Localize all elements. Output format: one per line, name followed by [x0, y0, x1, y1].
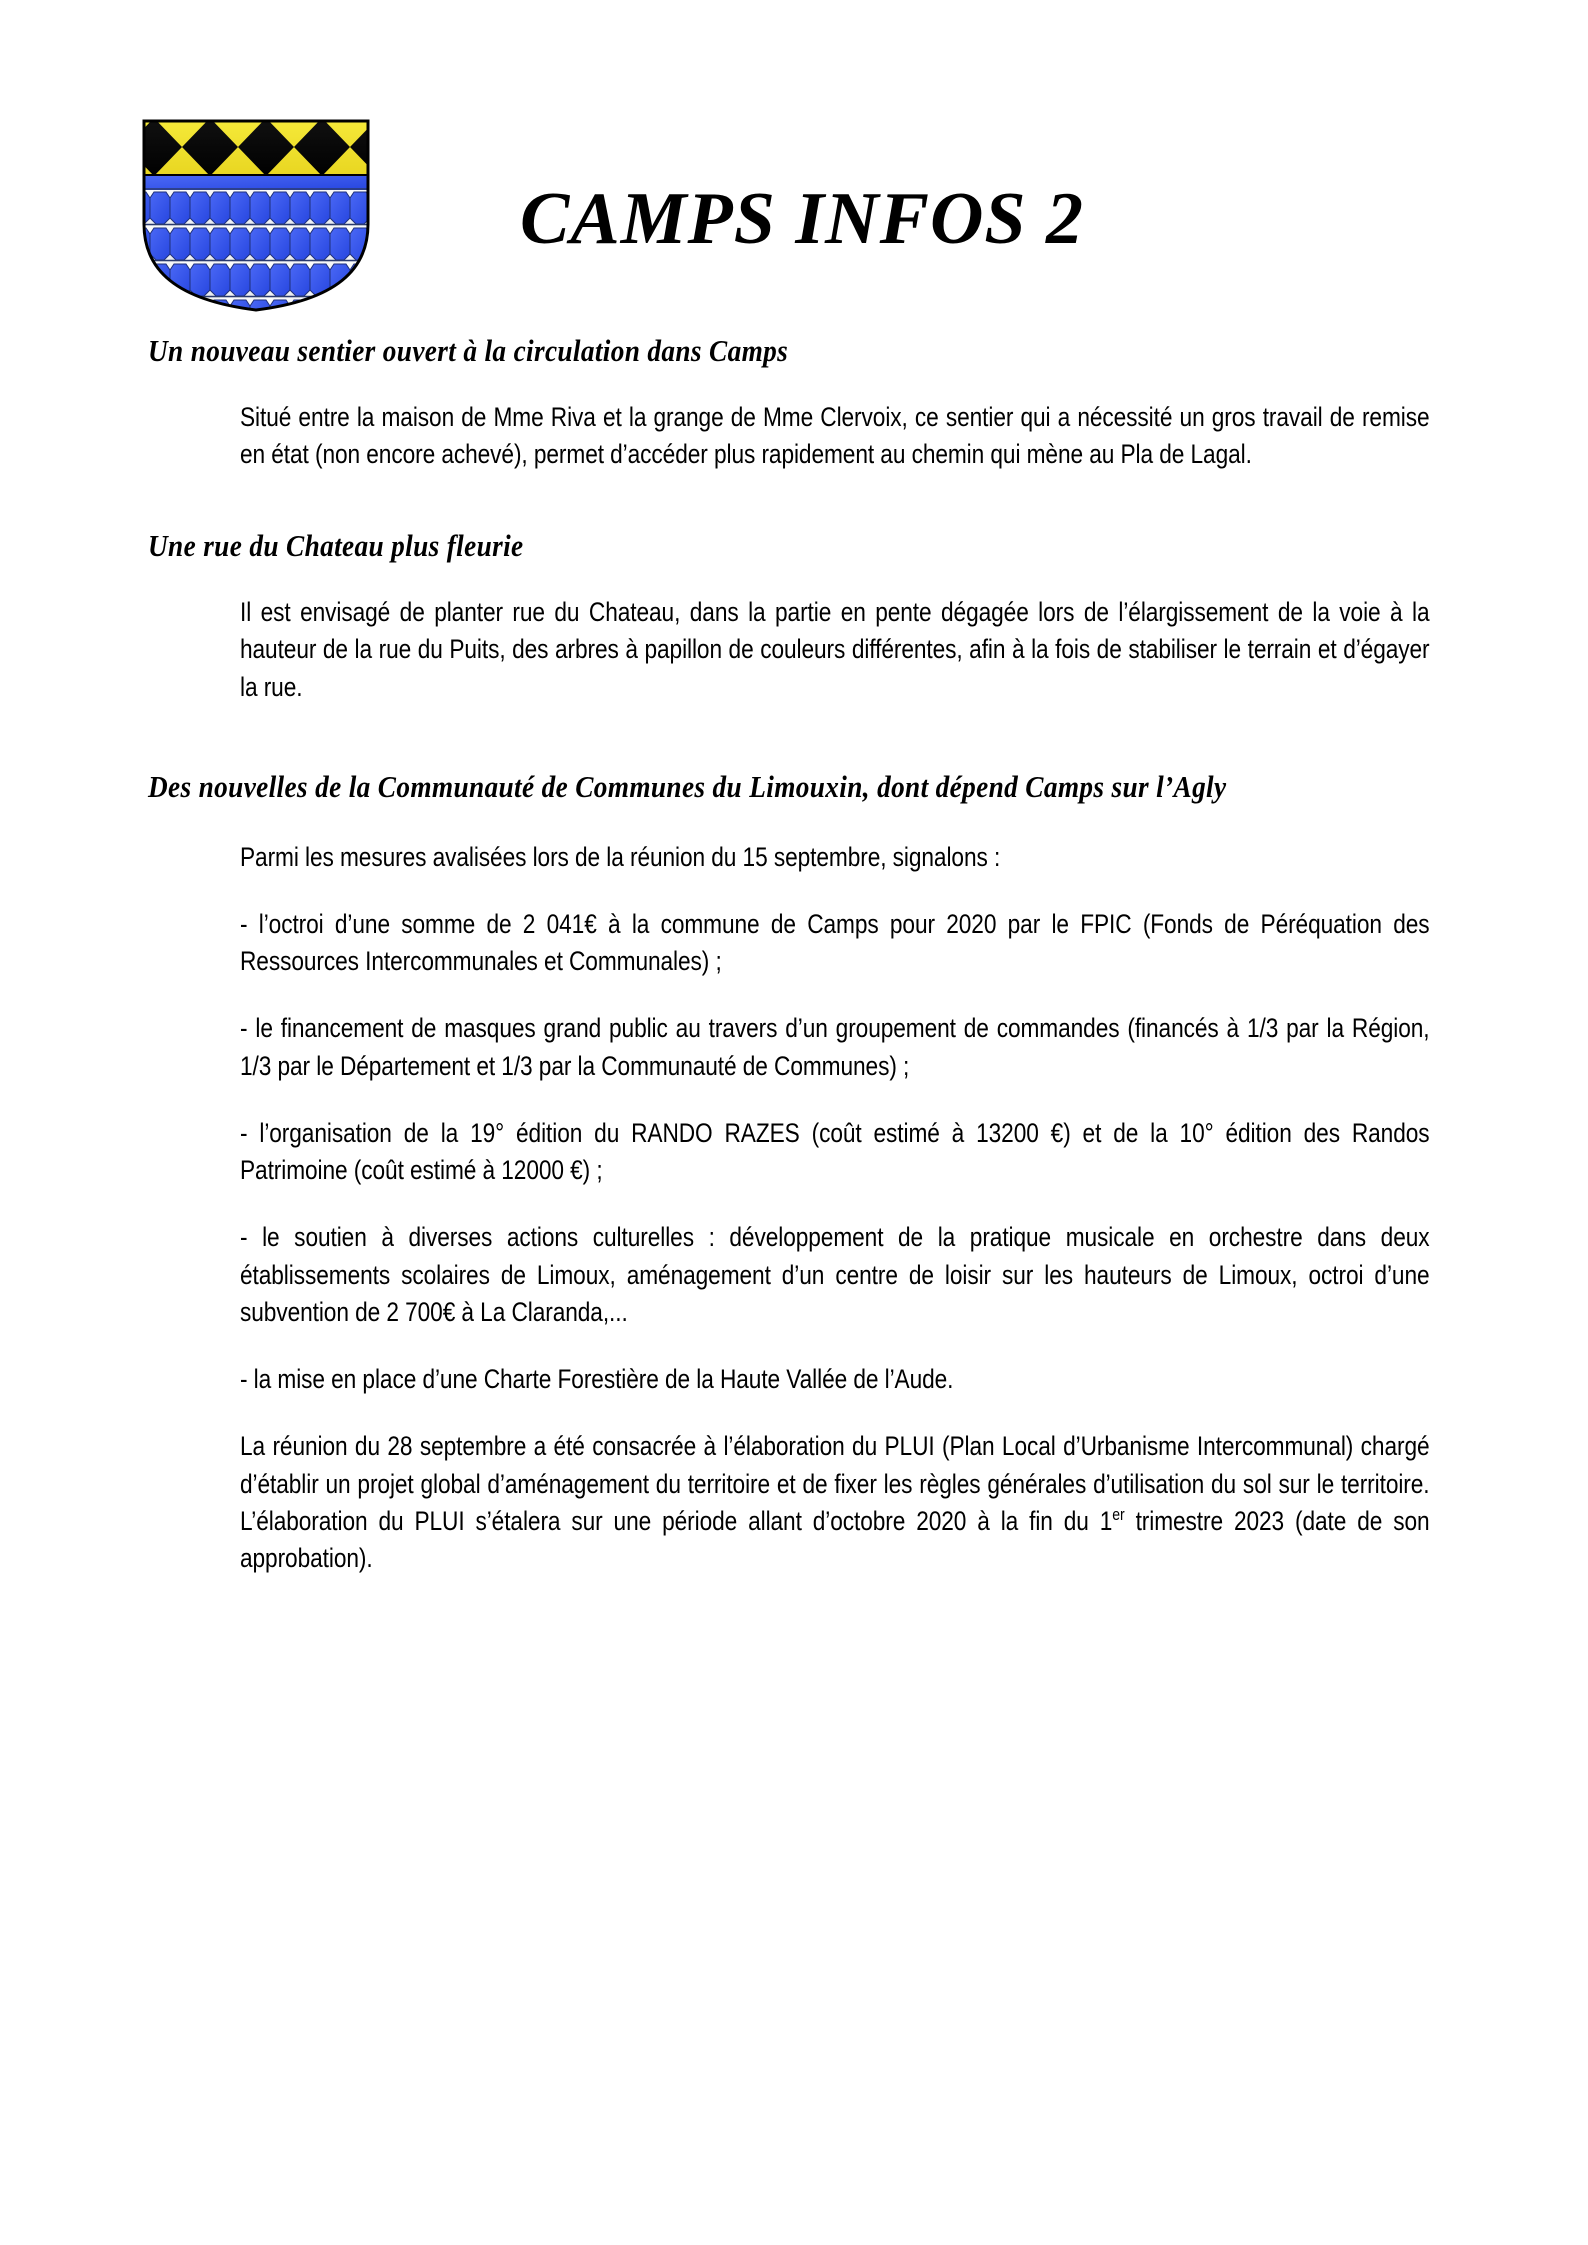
- section-sentier-paragraphs: [148, 399, 1440, 474]
- paragraph-fpic: - l’octroi d’une somme de 2 041€ à la commune de Camps pour 2020 par le FPIC (Fonds de Péréquation des Ressources Intercommunales et Communales) ;: [240, 908, 1430, 977]
- paragraph-charte-forestiere: - la mise en place d’une Charte Forestière de la Haute Vallée de l’Aude.: [240, 1364, 954, 1395]
- plui-text-after: trimestre 2023 (date de son approbation).: [240, 1505, 1430, 1574]
- section-communaute-de-communes: [148, 766, 1440, 1578]
- paragraph: Il est envisagé de planter rue du Chateau, dans la partie en pente dégagée lors de l’élargissement de la voie à la hauteur de la rue du Puits, des arbres à papillon de couleurs différentes, afin à la fois de stabiliser le terrain et d’égayer la rue.: [240, 597, 1430, 702]
- coat-of-arms-icon: [140, 118, 372, 313]
- section-sentier: [148, 330, 1440, 473]
- document-body: [0, 330, 1588, 1577]
- section-comcom-paragraphs: [148, 839, 1440, 1578]
- paragraph-rando-razes: - l’organisation de la 19° édition du RANDO RAZES (coût estimé à 13200 €) et de la 10° édition des Randos Patrimoine (coût estimé à 12000 €) ;: [240, 1117, 1430, 1186]
- plui-text-before: La réunion du 28 septembre a été consacrée à l’élaboration du PLUI (Plan Local d’Urbanisme Intercommunal) chargé d’établir un projet global d’aménagement du territoire et de fixer les règles générales d’utilisation du sol sur le territoire. L’élaboration du PLUI s’étalera sur une période allant d’octobre 2020 à la fin du 1: [240, 1431, 1430, 1536]
- ordinal-suffix: er: [1112, 1504, 1125, 1524]
- section-heading-rue-du-chateau: Une rue du Chateau plus fleurie: [148, 528, 524, 564]
- section-rue-paragraphs: [148, 594, 1440, 706]
- paragraph-masques: - le financement de masques grand public au travers d’un groupement de commandes (financés à 1/3 par la Région, 1/3 par le Département et 1/3 par la Communauté de Communes) ;: [240, 1013, 1430, 1081]
- paragraph-intro: Parmi les mesures avalisées lors de la réunion du 15 septembre, signalons :: [240, 841, 1001, 872]
- paragraph-plui: [240, 1428, 1430, 1577]
- paragraph-actions-culturelles: - le soutien à diverses actions culturelles : développement de la pratique musicale en orchestre dans deux établissements scolaires de Limoux, aménagement d’un centre de loisir sur les hauteurs de Limoux, octroi d’une subvention de 2 700€ à La Claranda,...: [240, 1222, 1430, 1327]
- document-header: [0, 0, 1588, 330]
- section-rue-du-chateau: [148, 525, 1440, 706]
- paragraph: Situé entre la maison de Mme Riva et la grange de Mme Clervoix, ce sentier qui a nécessité un gros travail de remise en état (non encore achevé), permet d’accéder plus rapidement au chemin qui mène au Pla de Lagal.: [240, 401, 1430, 470]
- section-heading-sentier: Un nouveau sentier ouvert à la circulation dans Camps: [148, 333, 789, 368]
- section-heading-communaute-de-communes: Des nouvelles de la Communauté de Communes du Limouxin, dont dépend Camps sur l’Agly: [148, 768, 1227, 804]
- page-title: CAMPS INFOS 2: [520, 178, 1085, 260]
